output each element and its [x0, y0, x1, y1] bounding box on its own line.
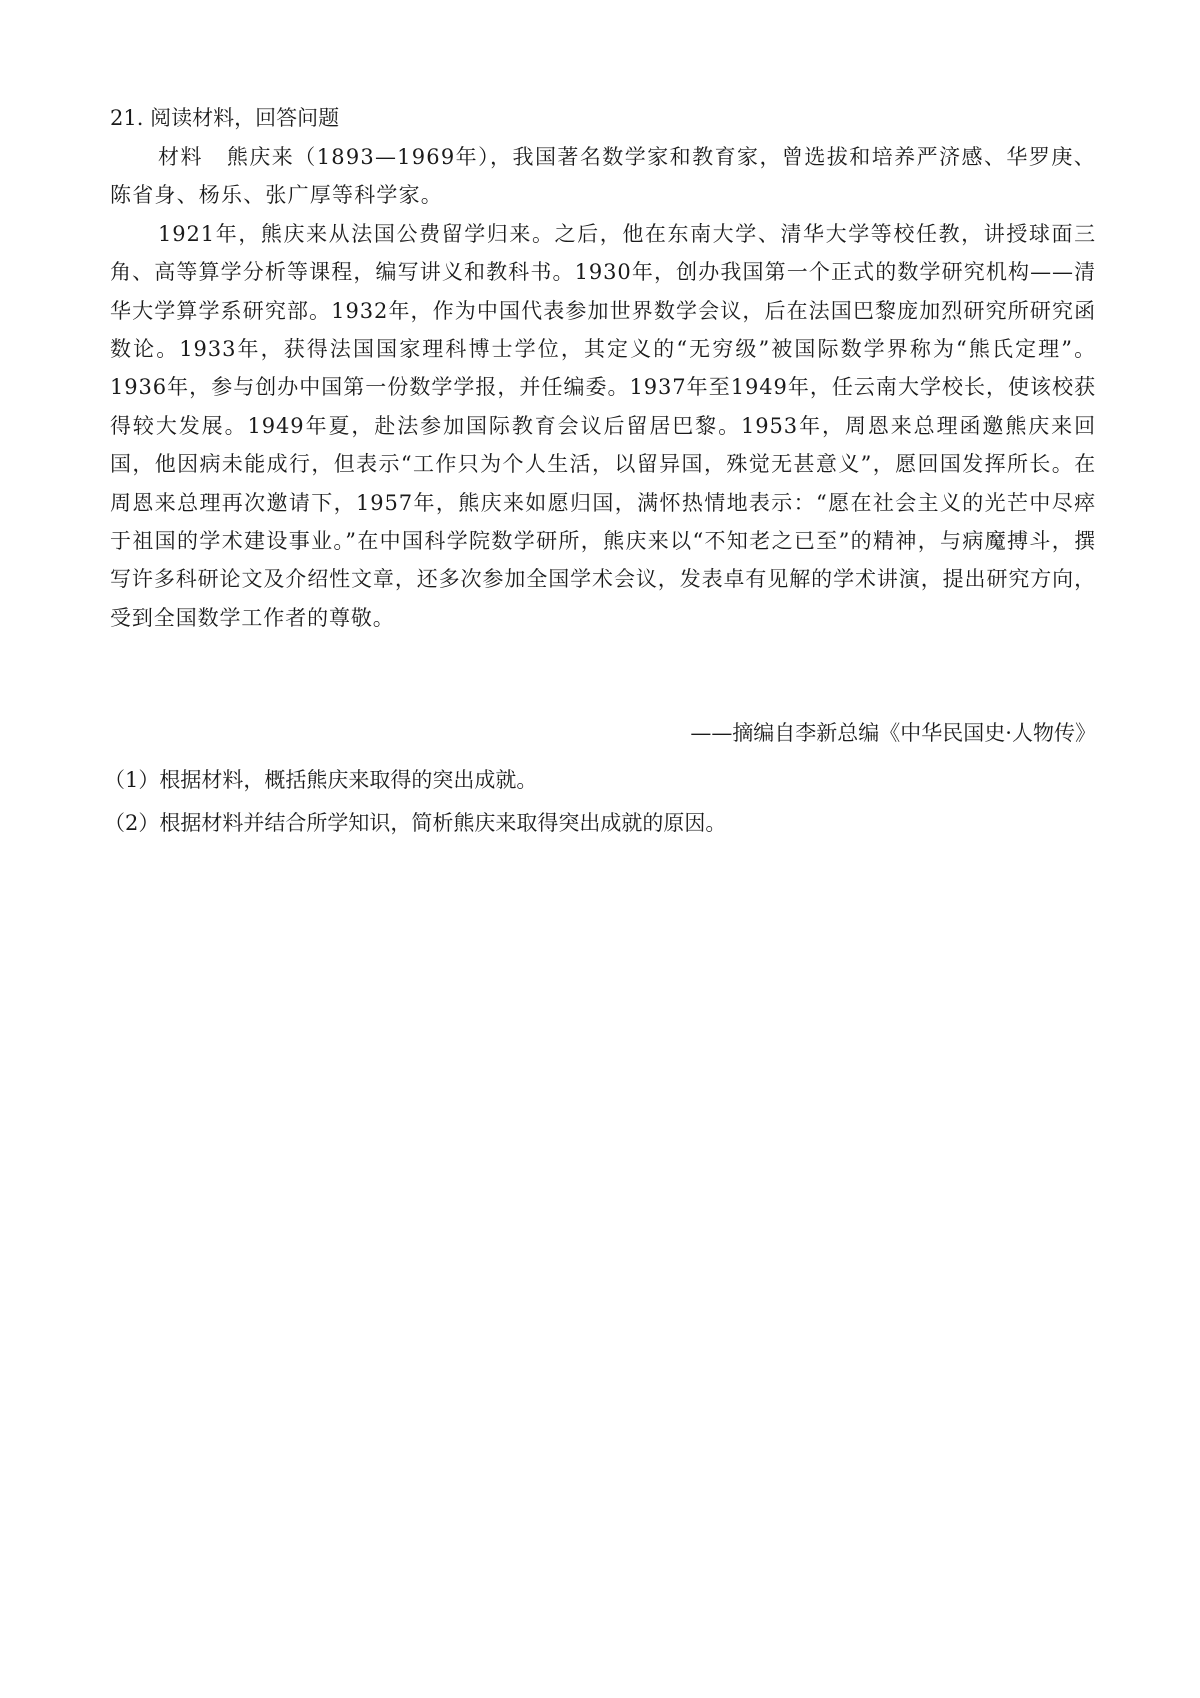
sub-question-2: （2）根据材料并结合所学知识，简析熊庆来取得突出成就的原因。 [104, 811, 727, 835]
material-body-paragraph: 1921年，熊庆来从法国公费留学归来。之后，他在东南大学、清华大学等校任教，讲授球面三角、高等算学分析等课程，编写讲义和教科书。1930年，创办我国第一个正式的数学研究机构——清华大学算学系研究部。1932年，作为中国代表参加世界数学会议，后在法国巴黎庞加烈研究所研究函数论。1933年，获得法国国家理科博士学位，其定义的“无穷级”被国际数学界称为“熊氏定理”。1936年，参与创办中国第一份数学学报，并任编委。1937年至1949年，任云南大学校长，使该校获得较大发展。1949年夏，赴法参加国际教育会议后留居巴黎。1953年，周恩来总理函邀熊庆来回国，他因病未能成行，但表示“工作只为个人生活，以留异国，殊觉无甚意义”，愿回国发挥所长。在周恩来总理再次邀请下，1957年，熊庆来如愿归国，满怀热情地表示：“愿在社会主义的光芒中尽瘁于祖国的学术建设事业。”在中国科学院数学研所，熊庆来以“不知老之已至”的精神，与病魔搏斗，撰写许多科研论文及介绍性文章，还多次参加全国学术会议，发表卓有见解的学术讲演，提出研究方向，受到全国数学工作者的尊敬。 [110, 221, 1096, 630]
material-intro-text: 熊庆来（1893—1969年），我国著名数学家和教育家，曾选拔和培养严济感、华罗庚、陈省身、杨乐、张广厚等科学家。 [110, 145, 1096, 208]
material-intro-paragraph [110, 138, 1096, 215]
material-block [110, 138, 1096, 637]
material-source: ——摘编自李新总编《中华民国史·人物传》 [690, 721, 1096, 745]
material-label: 材料 [158, 145, 203, 169]
sub-question-1: （1）根据材料，概括熊庆来取得的突出成就。 [104, 768, 538, 792]
question-title: 21. 阅读材料，回答问题 [110, 106, 340, 130]
